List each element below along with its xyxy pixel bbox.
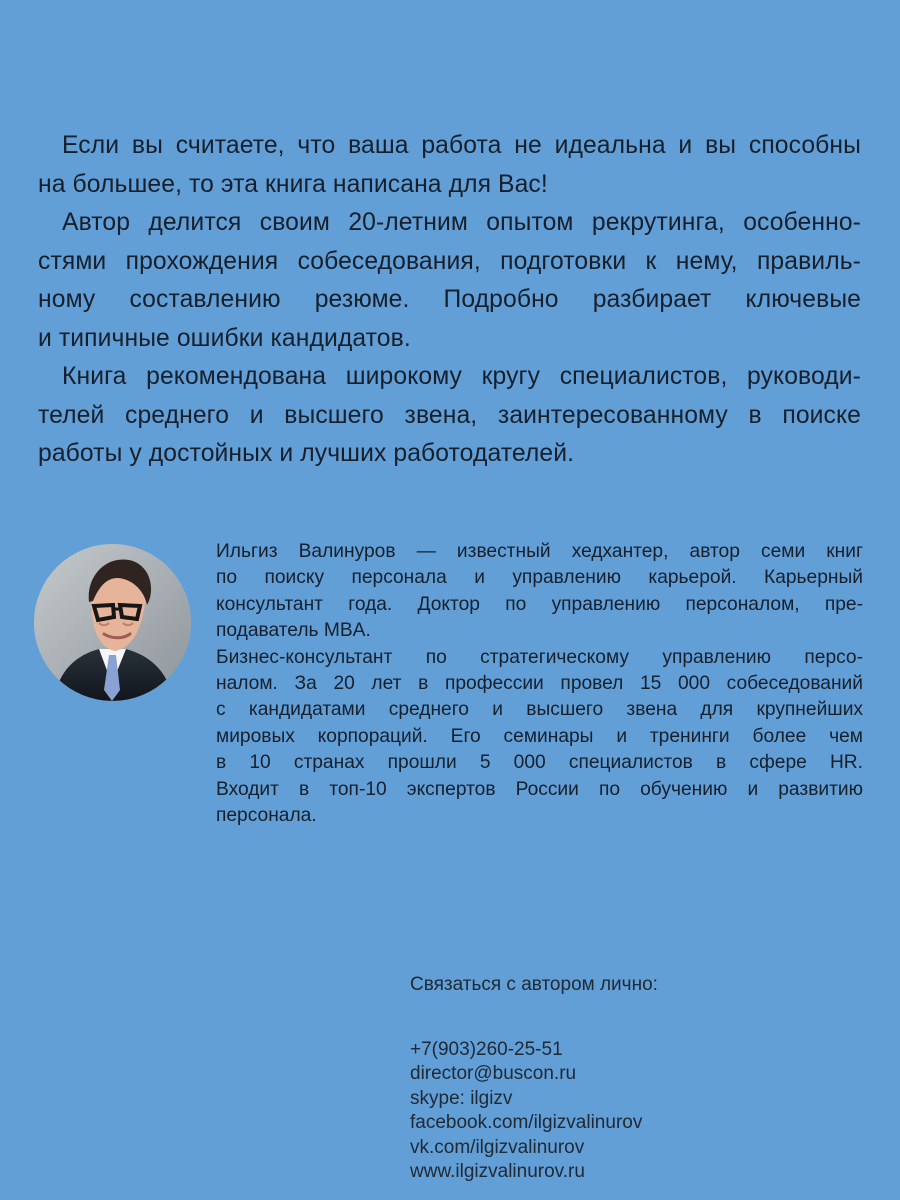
biography-line: персонала. [216, 805, 317, 827]
description-line: и типичные ошибки кандидатов. [38, 324, 411, 352]
author-portrait-icon [34, 544, 191, 701]
biography-line: в 10 странах прошли 5 000 специалистов в сфере HR. [216, 752, 863, 774]
phone-contact: +7(903)260-25-51 [410, 1038, 563, 1060]
biography-line: консультант года. Доктор по управлению персоналом, пре- [216, 593, 863, 615]
website-contact: www.ilgizvalinurov.ru [410, 1161, 585, 1182]
vk-contact: vk.com/ilgizvalinurov [410, 1136, 585, 1158]
facebook-contact: facebook.com/ilgizvalinurov [410, 1112, 643, 1133]
contacts-title: Связаться с автором лично: [410, 974, 658, 995]
biography-line: мировых корпораций. Его семинары и тренинги более чем [216, 725, 863, 747]
author-biography [216, 539, 863, 829]
biography-line: с кандидатами среднего и высшего звена для крупнейших [216, 699, 863, 721]
description-line: стями прохождения собеседования, подготовки к нему, правиль- [38, 247, 861, 275]
description-line: Автор делится своим 20-летним опытом рекрутинга, особенно- [62, 209, 861, 236]
description-line: Если вы считаете, что ваша работа не идеальна и вы способны [62, 132, 861, 159]
email-contact: director@buscon.ru [410, 1063, 577, 1084]
description-line: Книга рекомендована широкому кругу специалистов, руководи- [62, 363, 861, 390]
author-contacts [410, 973, 830, 1185]
description-line: работы у достойных и лучших работодателей. [38, 440, 575, 467]
author-photo [34, 544, 191, 701]
biography-line: Ильгиз Валинуров — известный хедхантер, автор семи книг [216, 541, 863, 562]
description-line: телей среднего и высшего звена, заинтересованному в поиске [38, 401, 861, 429]
book-description [38, 127, 861, 474]
skype-contact: skype: ilgizv [410, 1087, 513, 1109]
biography-line: Бизнес-консультант по стратегическому управлению персо- [216, 646, 863, 668]
biography-line: подаватель MBA. [216, 620, 371, 642]
description-line: на большее, то эта книга написана для Вас! [38, 170, 548, 198]
biography-line: по поиску персонала и управлению карьерой. Карьерный [216, 567, 863, 589]
biography-line: Входит в топ-10 экспертов России по обучению и развитию [216, 778, 863, 800]
description-line: ному составлению резюме. Подробно разбирает ключевые [38, 286, 861, 313]
biography-line: налом. За 20 лет в профессии провел 15 000 собеседований [216, 673, 863, 695]
